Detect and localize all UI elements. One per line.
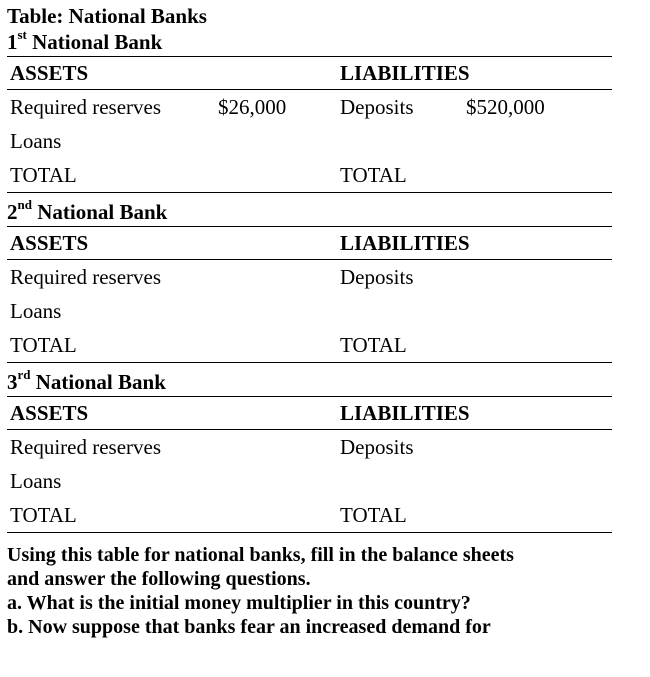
liabilities-header: LIABILITIES <box>340 401 470 425</box>
bank-suffix: National Bank <box>31 200 168 224</box>
bank-ordinal: st <box>17 27 27 42</box>
asset-label: Loans <box>10 469 62 493</box>
bank-name <box>7 367 612 397</box>
bank-ordinal: rd <box>17 367 31 382</box>
bank-section-3 <box>7 367 612 533</box>
liability-label: Deposits <box>340 435 414 459</box>
liability-label: Deposits <box>340 95 414 119</box>
table-row <box>7 260 612 294</box>
question-line-3: a. What is the initial money multiplier in this country? <box>7 592 471 614</box>
assets-header: ASSETS <box>10 61 89 85</box>
liability-value: $520,000 <box>466 95 545 119</box>
asset-label: Required reserves <box>10 95 162 119</box>
bank-number: 2 <box>7 200 18 224</box>
asset-label: Required reserves <box>10 435 162 459</box>
table-title: Table: National Banks <box>7 4 207 28</box>
bank-ordinal: nd <box>17 197 32 212</box>
asset-label: Required reserves <box>10 265 162 289</box>
table-row <box>7 294 612 328</box>
assets-header: ASSETS <box>10 231 89 255</box>
liability-label: TOTAL <box>340 333 407 357</box>
bank-suffix: National Bank <box>26 30 163 54</box>
question-text <box>7 543 647 639</box>
bank-name <box>7 27 612 57</box>
bank-number: 1 <box>7 30 18 54</box>
liabilities-header: LIABILITIES <box>340 231 470 255</box>
question-line-1: Using this table for national banks, fill in the balance sheets <box>7 544 514 566</box>
table-row <box>7 430 612 464</box>
asset-label: Loans <box>10 129 62 153</box>
asset-label: TOTAL <box>10 503 77 527</box>
bank-section-2 <box>7 197 612 363</box>
table-row <box>7 464 612 498</box>
column-header-row <box>7 57 612 90</box>
liabilities-header: LIABILITIES <box>340 61 470 85</box>
question-line-4: b. Now suppose that banks fear an increased demand for <box>7 616 491 638</box>
liability-label: Deposits <box>340 265 414 289</box>
bank-section-1 <box>7 27 612 193</box>
bank-suffix: National Bank <box>30 370 166 394</box>
asset-label: Loans <box>10 299 62 323</box>
table-row <box>7 90 612 124</box>
table-row <box>7 124 612 158</box>
asset-label: TOTAL <box>10 163 77 187</box>
asset-label: TOTAL <box>10 333 77 357</box>
bank-number: 3 <box>7 370 18 394</box>
question-line-2: and answer the following questions. <box>7 568 311 590</box>
asset-value: $26,000 <box>218 95 287 119</box>
table-row-total <box>7 498 612 533</box>
assets-header: ASSETS <box>10 401 89 425</box>
table-row-total <box>7 158 612 193</box>
table-row-total <box>7 328 612 363</box>
liability-label: TOTAL <box>340 503 407 527</box>
bank-name <box>7 197 612 227</box>
column-header-row <box>7 227 612 260</box>
column-header-row <box>7 397 612 430</box>
liability-label: TOTAL <box>340 163 407 187</box>
